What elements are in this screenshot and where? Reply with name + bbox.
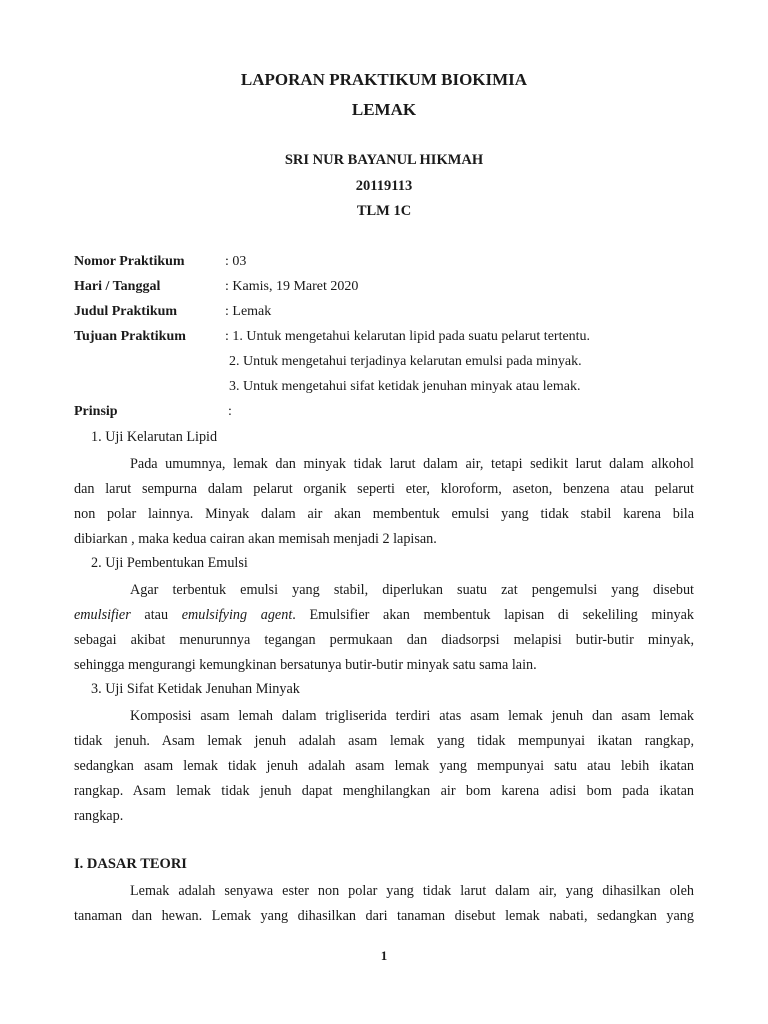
paragraph-line: non polar lainnya. Minyak dalam air akan membentuk emulsi yang tidak stabil karena bila [74,506,694,522]
paragraph-line: Agar terbentuk emulsi yang stabil, diperlukan suatu zat pengemulsi yang disebut [130,582,694,598]
section-1-heading: 1. Uji Kelarutan Lipid [91,429,218,445]
paragraph-line: tidak jenuh. Asam lemak jenuh adalah asam lemak yang tidak mempunyai ikatan rangkap, [74,733,694,749]
prinsip-label: Prinsip [74,404,118,419]
student-id: 20119113 [355,178,413,194]
paragraph-line: rangkap. [74,808,124,824]
paragraph-line [74,603,694,628]
tujuan-item-2: 2. Untuk mengetahui terjadinya kelarutan emulsi pada minyak. [229,354,582,369]
tujuan-label: Tujuan Praktikum [74,329,186,344]
paragraph-line: rangkap. Asam lemak tidak jenuh dapat menghilangkan air bom karena adisi bom pada ikatan [74,783,694,799]
prinsip-colon: : [228,404,232,419]
emulsifying-agent-term: emulsifying agent [181,607,293,623]
emulsifier-term: emulsifier [74,607,131,623]
line-rest-text: . Emulsifier akan membentuk lapisan di sekeliling minyak [292,607,694,623]
paragraph-line: sebagai akibat menurunnya tegangan permukaan dan diadsorpsi melapisi butir-butir minyak, [74,632,694,648]
judul-label: Judul Praktikum [74,304,178,319]
dasar-teori-paragraph [74,879,694,929]
section-2-paragraph [74,578,694,678]
report-title: LAPORAN PRAKTIKUM BIOKIMIA [240,70,528,89]
paragraph-line: Lemak adalah senyawa ester non polar yang tidak larut dalam air, yang dihasilkan oleh [130,883,694,899]
author-name: SRI NUR BAYANUL HIKMAH [284,152,484,168]
paragraph-line: sedangkan asam lemak tidak jenuh adalah asam lemak yang mempunyai satu atau lebih ikatan [74,758,694,774]
section-2-heading: 2. Uji Pembentukan Emulsi [91,555,248,571]
paragraph-line: dan larut sempurna dalam pelarut organik seperti eter, kloroform, aseton, benzena atau pelarut [74,481,694,497]
page-number: 1 [380,948,388,963]
connector-text: atau [130,607,182,623]
dasar-teori-heading: I. DASAR TEORI [74,856,187,872]
report-subtitle: LEMAK [351,100,417,119]
class-name: TLM 1C [356,203,412,219]
section-3-heading: 3. Uji Sifat Ketidak Jenuhan Minyak [91,681,300,697]
tujuan-item-3: 3. Untuk mengetahui sifat ketidak jenuhan minyak atau lemak. [229,379,581,394]
nomor-value: : 03 [225,254,247,269]
section-1-paragraph [74,452,694,552]
paragraph-line: sehingga mengurangi kemungkinan bersatunya butir-butir minyak satu sama lain. [74,657,537,673]
judul-value: : Lemak [225,304,272,319]
nomor-label: Nomor Praktikum [74,254,185,269]
paragraph-line: Pada umumnya, lemak dan minyak tidak larut dalam air, tetapi sedikit larut dalam alkohol [130,456,694,472]
tujuan-item-1: : 1. Untuk mengetahui kelarutan lipid pada suatu pelarut tertentu. [225,329,591,344]
paragraph-line: Komposisi asam lemah dalam trigliserida terdiri atas asam lemak jenuh dan asam lemak [130,708,694,724]
paragraph-line: tanaman dan hewan. Lemak yang dihasilkan dari tanaman disebut lemak nabati, sedangkan yang [74,908,694,924]
hari-value: : Kamis, 19 Maret 2020 [225,279,359,294]
hari-label: Hari / Tanggal [74,279,161,294]
section-3-paragraph [74,704,694,829]
paragraph-line: dibiarkan , maka kedua cairan akan memisah menjadi 2 lapisan. [74,531,437,547]
